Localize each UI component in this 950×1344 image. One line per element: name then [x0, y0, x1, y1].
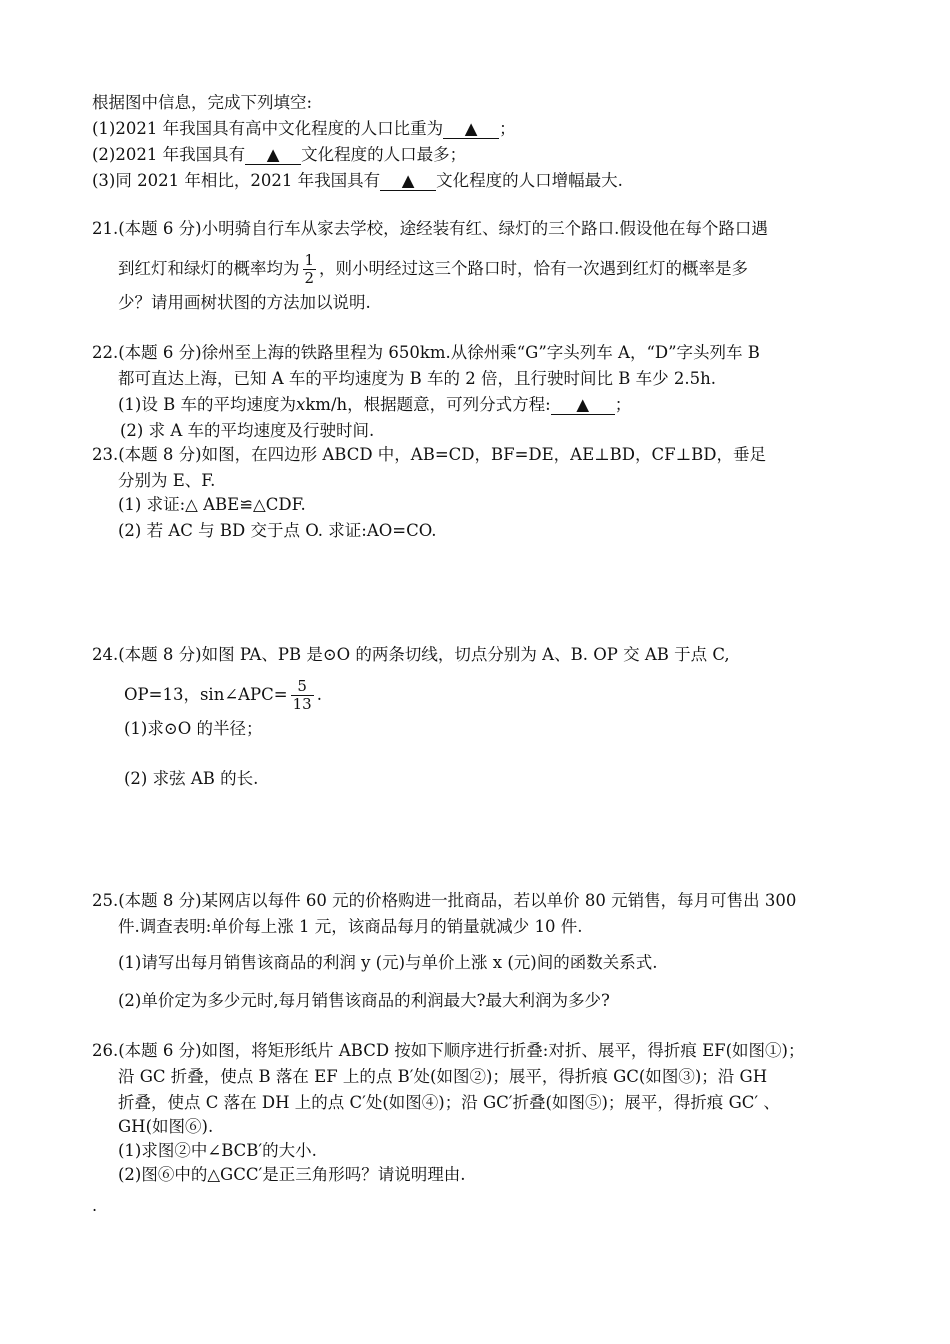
- q26-line2: 沿 GC 折叠，使点 B 落在 EF 上的点 B′处(如图②)；展平，得折痕 GC(如图③)；沿 GH: [118, 1067, 768, 1086]
- q25-line1: 25.(本题 8 分)某网店以每件 60 元的价格购进一批商品，若以单价 80 元销售，每月可售出 300: [92, 891, 797, 910]
- q24-line2: [124, 678, 322, 713]
- fraction-numerator: 5: [291, 678, 314, 696]
- q22-line1: 22.(本题 6 分)徐州至上海的铁路里程为 650km.从徐州乘“G”字头列车 A，“D”字头列车 B: [92, 343, 760, 362]
- q26-line3: 折叠，使点 C 落在 DH 上的点 C′处(如图④)；沿 GC′折叠(如图⑤)；展平，得折痕 GC′ 、: [118, 1093, 780, 1112]
- q22-sub1-mid: km/h，根据题意，可列分式方程:: [305, 395, 551, 414]
- q21-line1: 21.(本题 6 分)小明骑自行车从家去学校，途经装有红、绿灯的三个路口.假设他在每个路口遇: [92, 219, 768, 238]
- q24-line1: 24.(本题 8 分)如图 PA、PB 是⊙O 的两条切线，切点分别为 A、B. OP 交 AB 于点 C,: [92, 645, 730, 664]
- q26-sub1: (1)求图②中∠BCB′的大小.: [118, 1141, 317, 1160]
- intro-q1-text: (1)2021 年我国具有高中文化程度的人口比重为: [92, 119, 444, 138]
- q21-line2: [118, 252, 748, 287]
- q21-line2-text: 到红灯和绿灯的概率均为: [118, 259, 300, 278]
- intro-q1-end: ；: [499, 119, 516, 138]
- q24-line2-end: .: [316, 685, 322, 704]
- q23-sub1: (1) 求证:△ ABE≌△CDF.: [118, 495, 306, 514]
- intro-q2-end: 文化程度的人口最多；: [301, 145, 467, 164]
- q22-line2: 都可直达上海，已知 A 车的平均速度为 B 车的 2 倍，且行驶时间比 B 车少 2.5h.: [118, 369, 716, 388]
- intro-q3-end: 文化程度的人口增幅最大.: [436, 171, 623, 190]
- q21-line3: 少？请用画树状图的方法加以说明.: [118, 293, 371, 312]
- intro-q2: [92, 144, 466, 166]
- fraction-numerator: 1: [304, 251, 315, 269]
- fraction-one-half: [303, 252, 317, 287]
- end-mark: .: [92, 1196, 98, 1215]
- q24-sub2: (2) 求弦 AB 的长.: [124, 769, 259, 788]
- variable-x: x: [296, 395, 306, 414]
- fraction-five-thirteenths: [291, 678, 314, 713]
- q26-sub2: (2)图⑥中的△GCC′是正三角形吗？请说明理由.: [118, 1165, 466, 1184]
- q23-sub2: (2) 若 AC 与 BD 交于点 O. 求证:AO=CO.: [118, 521, 437, 540]
- q21-line2-end: ，则小明经过这三个路口时，恰有一次遇到红灯的概率是多: [319, 259, 749, 278]
- q22-sub1: [118, 394, 631, 416]
- q26-line4: GH(如图⑥).: [118, 1117, 214, 1136]
- answer-blank: ▲: [380, 172, 436, 191]
- q23-line1: 23.(本题 8 分)如图，在四边形 ABCD 中，AB=CD，BF=DE，AE⊥BD，CF⊥BD，垂足: [92, 445, 766, 464]
- fraction-denominator: 2: [304, 269, 315, 287]
- q25-sub1: (1)请写出每月销售该商品的利润 y (元)与单价上涨 x (元)间的函数关系式.: [118, 953, 658, 972]
- q22-sub1-end: ；: [614, 395, 632, 414]
- fraction-denominator: 13: [292, 695, 312, 713]
- answer-blank: ▲: [443, 120, 499, 139]
- q25-line2: 件.调查表明:单价每上涨 1 元，该商品每月的销量就减少 10 件.: [118, 917, 583, 936]
- q24-sub1: (1)求⊙O 的半径；: [124, 719, 263, 738]
- q25-sub2: (2)单价定为多少元时,每月销售该商品的利润最大?最大利润为多少?: [118, 991, 610, 1010]
- answer-blank: ▲: [551, 396, 615, 415]
- q22-sub1-text: (1)设 B 车的平均速度为: [118, 395, 296, 414]
- intro-q1: [92, 118, 516, 140]
- q22-sub2: (2) 求 A 车的平均速度及行驶时间.: [120, 421, 375, 440]
- q23-line2: 分别为 E、F.: [118, 471, 216, 490]
- answer-blank: ▲: [245, 146, 301, 165]
- intro-line: 根据图中信息，完成下列填空:: [92, 93, 313, 112]
- intro-q2-text: (2)2021 年我国具有: [92, 145, 246, 164]
- intro-q3: [92, 170, 623, 192]
- q26-line1: 26.(本题 6 分)如图，将矩形纸片 ABCD 按如下顺序进行折叠:对折、展平，得折痕 EF(如图①)；: [92, 1041, 805, 1060]
- q24-line2-text: OP=13，sin∠APC=: [124, 685, 288, 704]
- intro-q3-text: (3)同 2021 年相比，2021 年我国具有: [92, 171, 381, 190]
